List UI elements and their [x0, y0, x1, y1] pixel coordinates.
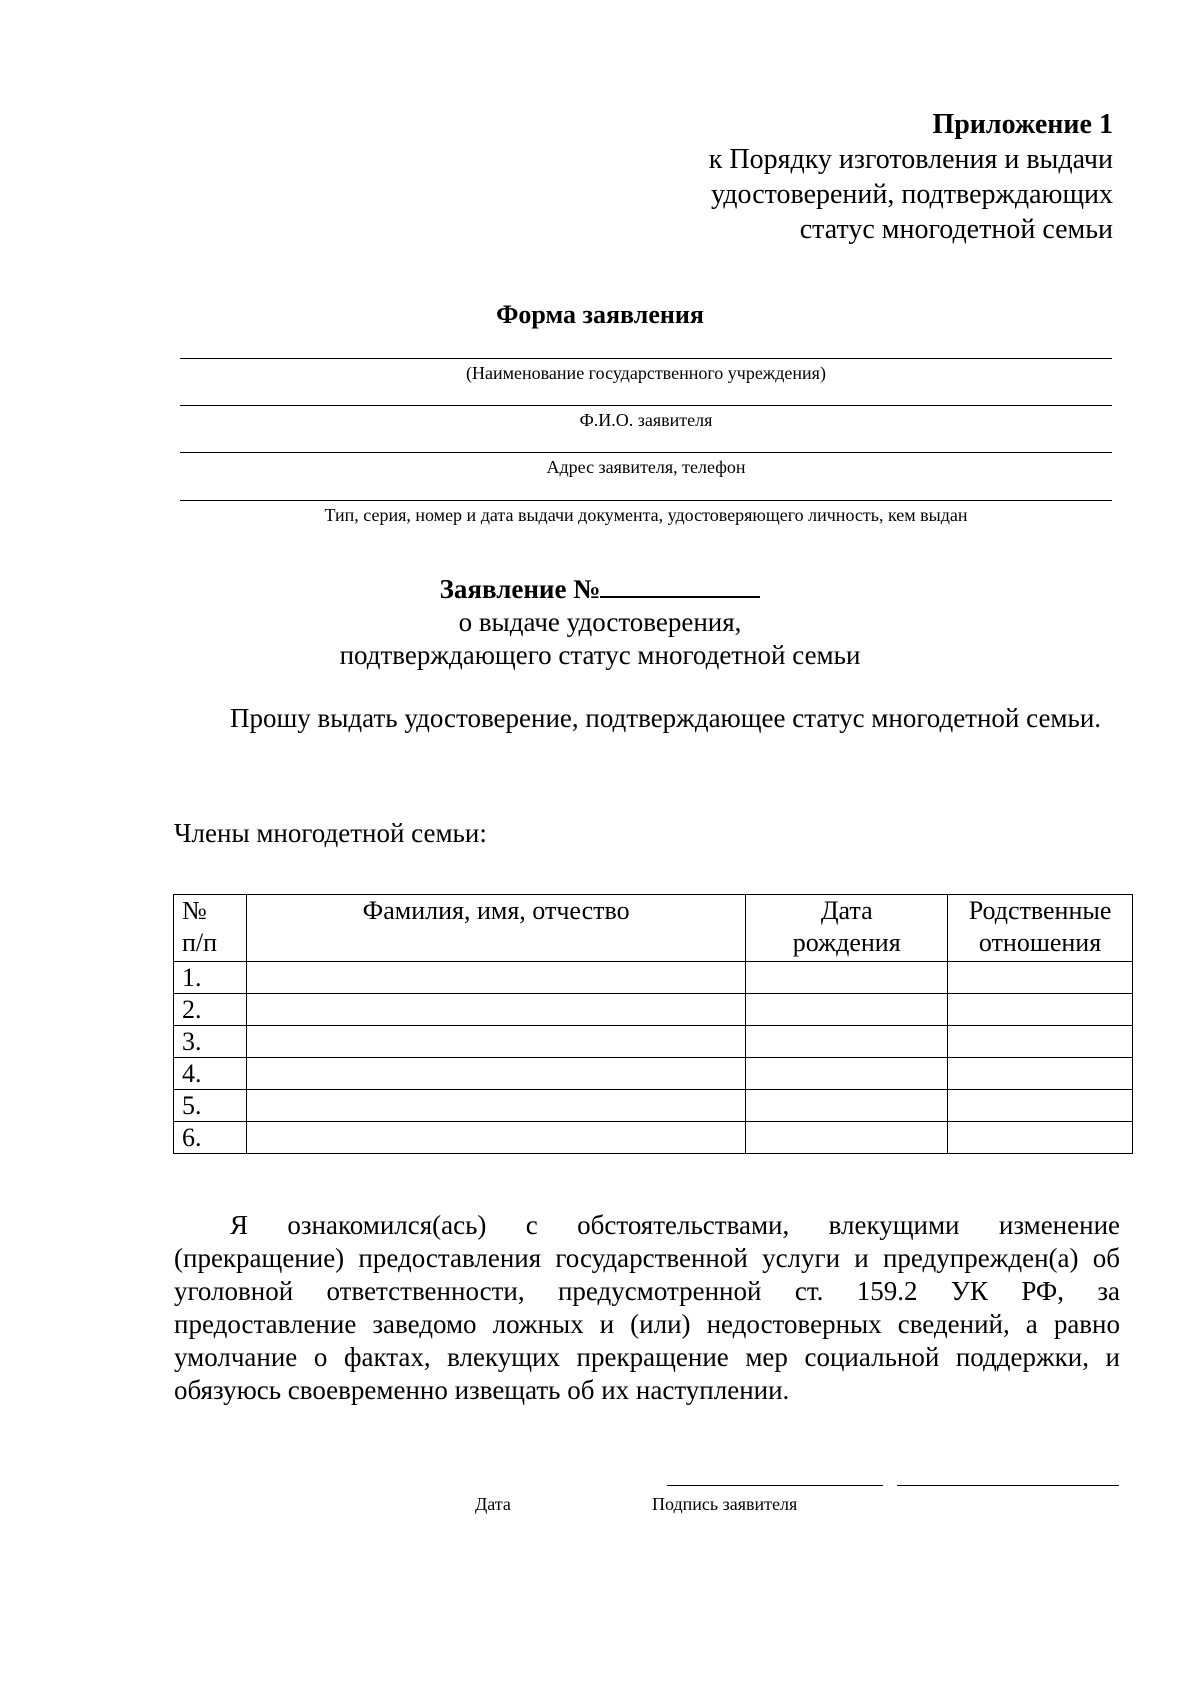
applicant-name-field [180, 405, 1112, 431]
heading-subtitle: подтверждающего статус многодетной семьи [339, 640, 861, 670]
birth-date-cell[interactable] [746, 1090, 948, 1122]
relationship-cell[interactable] [948, 1058, 1133, 1090]
header-full-name [246, 895, 746, 962]
signature-caption: Подпись заявителя [652, 1494, 798, 1514]
full-name-cell[interactable] [246, 1026, 746, 1058]
table-row [174, 1058, 1133, 1090]
birth-date-cell[interactable] [746, 962, 948, 994]
relationship-cell[interactable] [948, 994, 1133, 1026]
birth-date-cell[interactable] [746, 1026, 948, 1058]
row-number: 5. [174, 1090, 247, 1122]
signature-line[interactable] [897, 1485, 1119, 1486]
header-relationship-line: отношения [978, 928, 1102, 957]
header-birth-date [746, 895, 948, 962]
applicant-address-field [180, 452, 1112, 478]
row-number: 4. [174, 1058, 247, 1090]
appendix-line: удостоверений, подтверждающих [711, 179, 1113, 210]
full-name-cell[interactable] [246, 1058, 746, 1090]
relationship-cell[interactable] [948, 962, 1133, 994]
relationship-cell[interactable] [948, 1026, 1133, 1058]
full-name-cell[interactable] [246, 962, 746, 994]
header-number-line: п/п [182, 928, 218, 957]
table-row [174, 994, 1133, 1026]
appendix-header [709, 107, 1113, 247]
appendix-title: Приложение 1 [932, 109, 1113, 140]
appendix-line: статус многодетной семьи [799, 214, 1113, 245]
date-caption: Дата [475, 1494, 511, 1514]
fill-in-line [180, 452, 1112, 453]
table-header-row [174, 895, 1133, 962]
institution-name-field [180, 358, 1112, 384]
application-number-label: Заявление № [439, 574, 601, 604]
request-text: Прошу выдать удостоверение, подтверждающее статус многодетной семьи. [230, 703, 1102, 733]
field-caption: Тип, серия, номер и дата выдачи документа, удостоверяющего личность, кем выдан [324, 505, 968, 525]
table-row [174, 1026, 1133, 1058]
full-name-cell[interactable] [246, 1122, 746, 1154]
heading-subtitle: о выдаче удостоверения, [458, 607, 742, 637]
field-caption: (Наименование государственного учреждения) [466, 363, 826, 383]
fill-in-line [180, 358, 1112, 359]
fill-in-line [180, 500, 1112, 501]
request-paragraph [174, 702, 1120, 735]
row-number: 1. [174, 962, 247, 994]
identity-document-field [180, 500, 1112, 526]
full-name-cell[interactable] [246, 994, 746, 1026]
header-number-line: № [182, 896, 207, 925]
header-relationship-line: Родственные [968, 896, 1112, 925]
birth-date-cell[interactable] [746, 1058, 948, 1090]
birth-date-cell[interactable] [746, 1122, 948, 1154]
header-birth-date-line: рождения [792, 928, 901, 957]
relationship-cell[interactable] [948, 1090, 1133, 1122]
application-heading [0, 572, 1200, 672]
application-number [0, 572, 1200, 606]
appendix-line: к Порядку изготовления и выдачи [708, 144, 1113, 175]
full-name-cell[interactable] [246, 1090, 746, 1122]
members-label: Члены многодетной семьи: [174, 818, 487, 848]
acknowledgement-paragraph [174, 1209, 1120, 1407]
family-members-table [173, 894, 1133, 1154]
header-relationship [948, 895, 1133, 962]
table-row [174, 962, 1133, 994]
row-number: 3. [174, 1026, 247, 1058]
header-full-name-text: Фамилия, имя, отчество [362, 896, 630, 925]
header-birth-date-line: Дата [820, 896, 873, 925]
field-caption: Адрес заявителя, телефон [546, 457, 746, 477]
row-number: 2. [174, 994, 247, 1026]
birth-date-cell[interactable] [746, 994, 948, 1026]
table-row [174, 1090, 1133, 1122]
acknowledgement-text: Я ознакомился(ась) с обстоятельствами, влекущими изменение (прекращение) предоставления государственной услуги и предупрежден(а) об уголовной ответственности, предусмотренной ст. 159.2 УК РФ, за предоставление заведомо ложных и (или) недостоверных сведений, а равно умолчание о фактах, влекущих прекращение мер социальной поддержки, и обязуюсь своевременно извещать об их наступлении. [174, 1210, 1120, 1405]
row-number: 6. [174, 1122, 247, 1154]
relationship-cell[interactable] [948, 1122, 1133, 1154]
table-row [174, 1122, 1133, 1154]
form-title: Форма заявления [496, 300, 704, 329]
fill-in-line [180, 405, 1112, 406]
header-number [174, 895, 247, 962]
date-line[interactable] [667, 1485, 883, 1486]
field-caption: Ф.И.О. заявителя [579, 410, 713, 430]
application-number-blank [600, 572, 760, 598]
